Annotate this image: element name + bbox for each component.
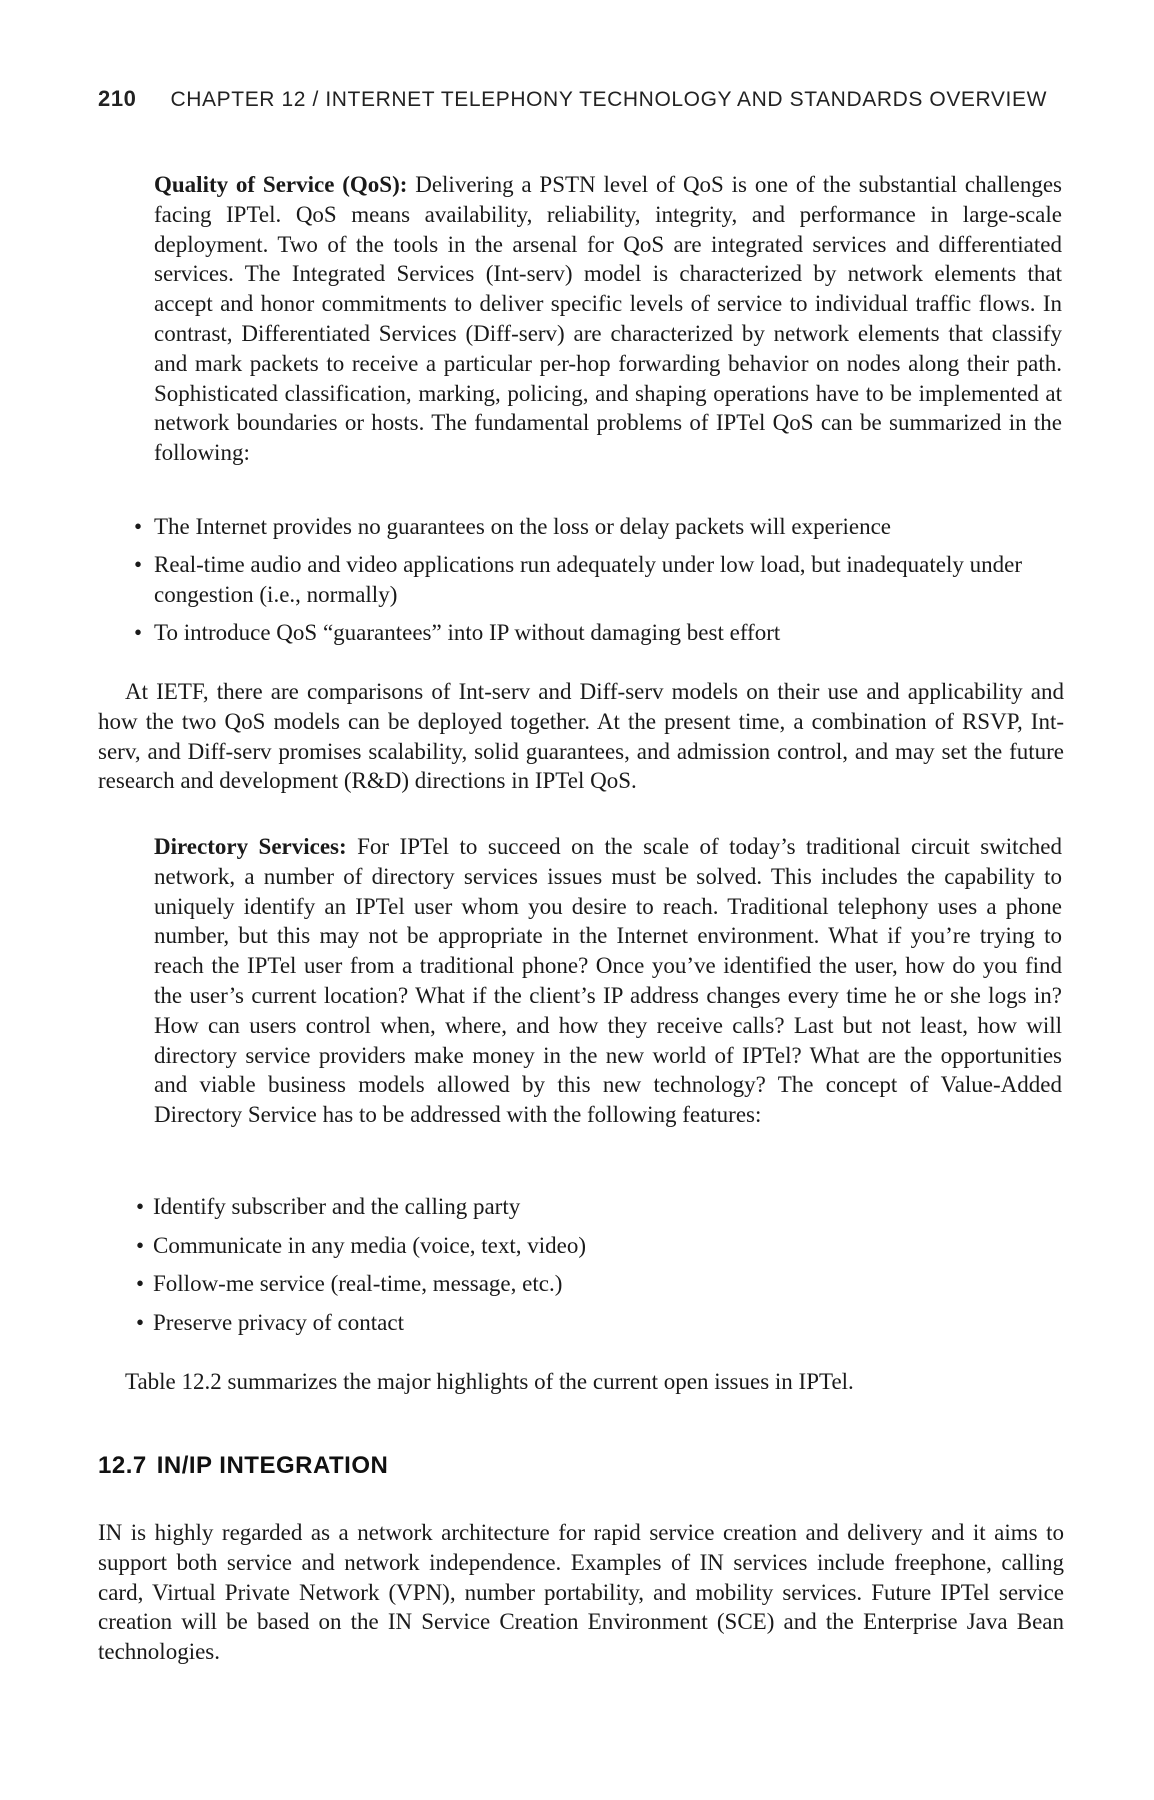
list-item: • Follow-me service (real-time, message, etc.) xyxy=(136,1265,1036,1304)
qos-text: Delivering a PSTN level of QoS is one of the substantial challenges facing IPTel. QoS means availability, reliability, integrity, and performance in large-scale deployment. Two of the tools in the arsenal for QoS are integrated services and differentiated services. The Integrated Services (Int-serv) model is characterized by network elements that accept and honor commitments to deliver specific levels of service to individual traffic flows. In contrast, Differentiated Services (Diff-serv) are characterized by network elements that classify and mark packets to receive a particular per-hop forwarding behavior on nodes along their path. Sophisticated classification, marking, policing, and shaping operations have to be implemented at network boundaries or hosts. The fundamental problems of IPTel QoS can be summarized in the following: xyxy=(154,172,1062,466)
qos-term: Quality of Service (QoS): xyxy=(154,172,408,197)
section-heading xyxy=(98,1452,388,1480)
directory-text: For IPTel to succeed on the scale of today’s traditional circuit switched network, a number of directory services issues must be solved. This includes the capability to uniquely identify an IPTel user whom you desire to reach. Traditional telephony uses a phone number, but this may not be appropriate in the Internet environment. What if you’re trying to reach the IPTel user from a traditional phone? Once you’ve identified the user, how do you find the user’s current location? What if the client’s IP address changes every time he or she logs in? How can users control when, where, and how they receive calls? Last but not least, how will directory service providers make money in the new world of IPTel? What are the opportunities and viable business models allowed by this new technology? The concept of Value-Added Directory Service has to be addressed with the following features: xyxy=(154,834,1062,1128)
list-item: • To introduce QoS “guarantees” into IP without damaging best effort xyxy=(134,618,1064,648)
section-title: IN/IP INTEGRATION xyxy=(156,1452,389,1479)
list-item: • Real-time audio and video applications run adequately under low load, but inadequately under congestion (i.e., normally) xyxy=(134,550,1064,610)
in-paragraph: IN is highly regarded as a network architecture for rapid service creation and delivery and it aims to support both service and network independence. Examples of IN services include freephone, calling card, Virtual Private Network (VPN), number portability, and mobility services. Future IPTel service creation will be based on the IN Service Creation Environment (SCE) and the Enterprise Java Bean technologies. xyxy=(98,1520,1064,1665)
section-number: 12.7 xyxy=(98,1452,147,1479)
list-item: • Identify subscriber and the calling party xyxy=(136,1188,1036,1227)
qos-paragraph xyxy=(154,170,1062,468)
list-item: • Preserve privacy of contact xyxy=(136,1304,1036,1343)
list-item: • Communicate in any media (voice, text, video) xyxy=(136,1227,1036,1266)
directory-term: Directory Services: xyxy=(154,834,347,859)
directory-paragraph xyxy=(154,832,1062,1130)
directory-bullet-list xyxy=(136,1188,1036,1342)
page-number: 210 xyxy=(98,86,137,111)
table-reference: Table 12.2 summarizes the major highlights of the current open issues in IPTel. xyxy=(125,1369,854,1394)
list-item: • The Internet provides no guarantees on the loss or delay packets will experience xyxy=(134,512,1064,542)
running-title: CHAPTER 12 / INTERNET TELEPHONY TECHNOLOGY AND STANDARDS OVERVIEW xyxy=(170,88,1047,111)
running-header xyxy=(98,86,1078,112)
qos-bullet-list xyxy=(134,512,1064,648)
ietf-paragraph: At IETF, there are comparisons of Int-serv and Diff-serv models on their use and applicability and how the two QoS models can be deployed together. At the present time, a combination of RSVP, Int-serv, and Diff-serv promises scalability, solid guarantees, and admission control, and may set the future research and development (R&D) directions in IPTel QoS. xyxy=(98,679,1064,794)
